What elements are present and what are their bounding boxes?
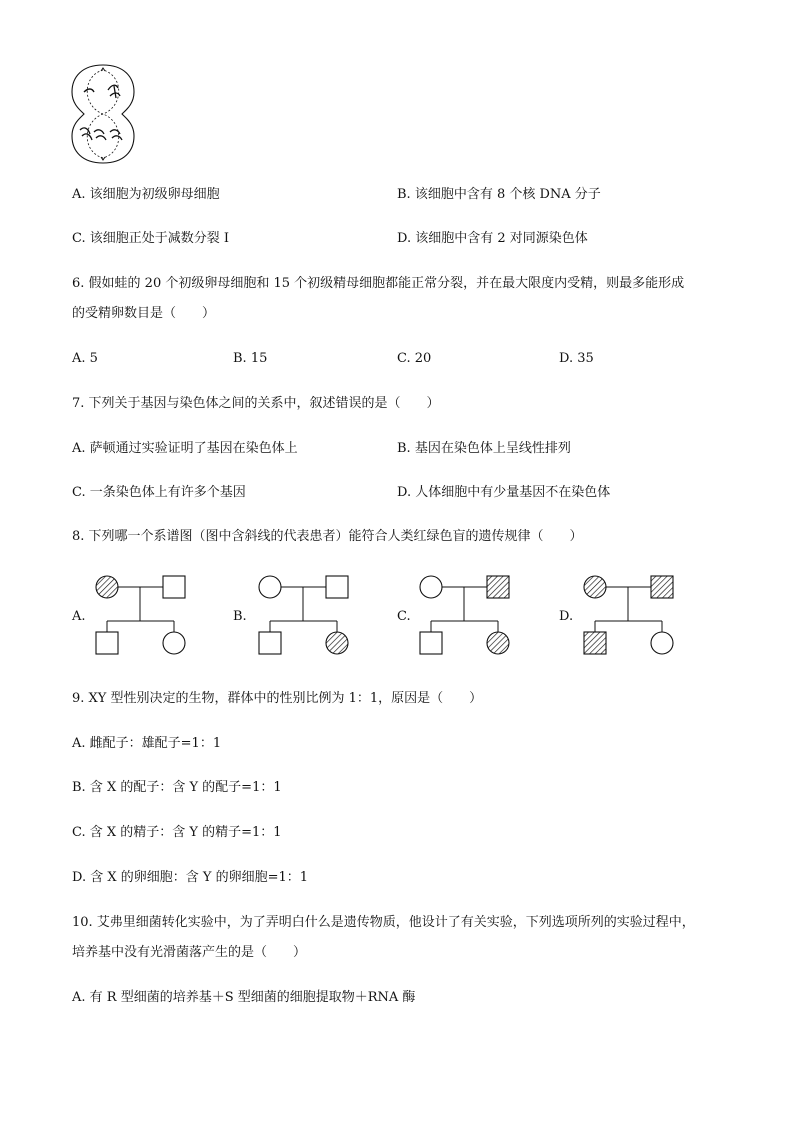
pedigree-b-mother bbox=[259, 576, 281, 598]
pedigree-c-father bbox=[487, 576, 509, 598]
q5-option-a: A. 该细胞为初级卵母细胞 bbox=[72, 187, 220, 202]
q6-option-d: D. 35 bbox=[559, 351, 594, 366]
pedigree-a-daughter bbox=[163, 632, 185, 654]
q10-stem-line2: 培养基中没有光滑菌落产生的是（ ） bbox=[72, 945, 307, 960]
q8-stem: 8. 下列哪一个系谱图（图中含斜线的代表患者）能符合人类红绿色盲的遗传规律（ ） bbox=[72, 529, 583, 544]
q7-option-c: C. 一条染色体上有许多个基因 bbox=[72, 485, 246, 500]
q9-option-d: D. 含 X 的卵细胞：含 Y 的卵细胞=1：1 bbox=[72, 870, 309, 885]
pedigree-a-son bbox=[96, 632, 118, 654]
pedigree-a-father bbox=[163, 576, 185, 598]
pedigree-d-daughter bbox=[651, 632, 673, 654]
q5-option-b: B. 该细胞中含有 8 个核 DNA 分子 bbox=[397, 187, 601, 202]
q9-option-b: B. 含 X 的配子：含 Y 的配子=1：1 bbox=[72, 780, 282, 795]
pedigree-d bbox=[583, 575, 678, 657]
q7-stem: 7. 下列关于基因与染色体之间的关系中，叙述错误的是（ ） bbox=[72, 396, 440, 411]
pedigree-label-b: B. bbox=[233, 609, 247, 624]
q5-option-c: C. 该细胞正处于减数分裂 I bbox=[72, 231, 230, 246]
q10-stem-line1: 10. 艾弗里细菌转化实验中，为了弄明白什么是遗传物质，他设计了有关实验，下列选项所列的实验过程中， bbox=[72, 915, 695, 930]
pedigree-a bbox=[95, 575, 190, 657]
pedigree-b-son bbox=[259, 632, 281, 654]
pedigree-b-daughter bbox=[326, 632, 348, 654]
pedigree-c-daughter bbox=[487, 632, 509, 654]
q5-option-d: D. 该细胞中含有 2 对同源染色体 bbox=[397, 231, 588, 246]
pedigree-a-mother bbox=[96, 576, 118, 598]
pedigree-d-mother bbox=[584, 576, 606, 598]
q9-option-c: C. 含 X 的精子：含 Y 的精子=1：1 bbox=[72, 825, 282, 840]
pedigree-c bbox=[419, 575, 514, 657]
pedigree-d-son bbox=[584, 632, 606, 654]
pedigree-d-father bbox=[651, 576, 673, 598]
pedigree-b-father bbox=[326, 576, 348, 598]
q6-option-c: C. 20 bbox=[397, 351, 432, 366]
pedigree-c-son bbox=[420, 632, 442, 654]
pedigree-b bbox=[258, 575, 353, 657]
pedigree-c-mother bbox=[420, 576, 442, 598]
q7-option-d: D. 人体细胞中有少量基因不在染色体 bbox=[397, 485, 611, 500]
q6-option-a: A. 5 bbox=[72, 351, 98, 366]
q10-option-a: A. 有 R 型细菌的培养基＋S 型细菌的细胞提取物＋RNA 酶 bbox=[72, 990, 416, 1005]
q6-option-b: B. 15 bbox=[233, 351, 268, 366]
q9-stem: 9. XY 型性别决定的生物，群体中的性别比例为 1：1，原因是（ ） bbox=[72, 691, 483, 706]
pedigree-label-c: C. bbox=[397, 609, 411, 624]
cell-division-figure bbox=[70, 62, 136, 166]
q9-option-a: A. 雌配子：雄配子=1：1 bbox=[72, 736, 222, 751]
pedigree-label-a: A. bbox=[72, 609, 86, 624]
q6-stem-line2: 的受精卵数目是（ ） bbox=[72, 306, 216, 321]
q7-option-b: B. 基因在染色体上呈线性排列 bbox=[397, 441, 571, 456]
q6-stem-line1: 6. 假如蛙的 20 个初级卵母细胞和 15 个初级精母细胞都能正常分裂，并在最大限度内受精，则最多能形成 bbox=[72, 276, 685, 291]
q7-option-a: A. 萨顿通过实验证明了基因在染色体上 bbox=[72, 441, 298, 456]
pedigree-label-d: D. bbox=[559, 609, 574, 624]
